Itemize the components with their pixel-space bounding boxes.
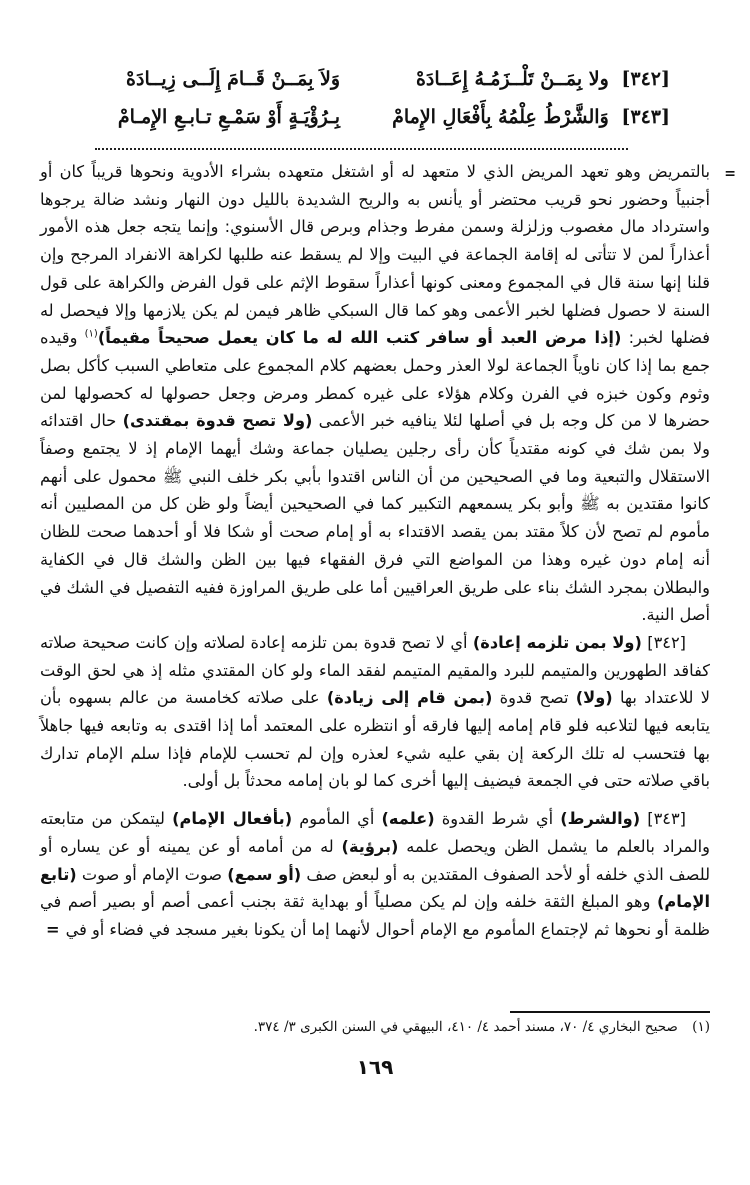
matn-quote: (تابع الإمام) [40, 864, 710, 912]
matn-quote: (ولا تصح قدوة بمقتدى) [122, 411, 313, 431]
commentary-body [40, 158, 710, 944]
dotted-separator [95, 148, 628, 150]
commentary-paragraph [40, 805, 710, 944]
commentary-text: ليتمكن من متابعته والمراد بالعلم ما يشمل الظن ويحصل علمه [40, 809, 710, 856]
commentary-text: أي شرط القدوة [434, 809, 561, 829]
matn-quote: (أو سمع) [227, 864, 302, 884]
hadith-quote: (إذا مرض العبد أو سافر كتب الله له ما كان يعمل صحيحاً مقيماً) [97, 328, 622, 348]
verse-line [70, 98, 670, 136]
footnote-separator [510, 1011, 710, 1013]
footnote-text: صحيح البخاري ٤/ ٧٠، مسند أحمد ٤/ ٤١٠، البيهقي في السنن الكبرى ٣/ ٣٧٤. [253, 1019, 678, 1035]
commentary-text: أي المأموم [292, 809, 382, 829]
verse-ref-number: [٣٤٢] [647, 632, 686, 652]
matn-quote: (بأفعال الإمام) [172, 809, 293, 829]
commentary-text: وقيده جمع بما إذا كان ناوياً الجماعة لولا العذر وحمل بعضهم كلام المجموع على متعاطي السبب كأكل بصل وثوم وكون خبزه في الفرن وكلام هؤلاء على غيره كمطر ومرض وجعل حصولها له كحصولها لمن حضرها لا من كل وجه بل في أصلها لئلا ينافيه خبر الأعمى [40, 328, 710, 431]
verse-line [70, 60, 670, 98]
footnote-number: (١) [692, 1019, 710, 1035]
commentary-text: وهو المبلغ الثقة خلفه وإن لم يكن مصلياً أو بهداية ثقة بجنب أعمى أصم أو بصير أصم في ظلمة أو نحوها ثم لإجتماع المأموم مع الإمام أحوال لأنهما إما أن يكونا بغير مسجد في فضاء أو في [40, 892, 710, 939]
verse-number: [٣٤٣] [621, 106, 670, 128]
commentary-text: أي لا تصح قدوة بمن تلزمه إعادة لصلاته وإن كانت صحيحة صلاته كفاقد الطهورين والمتيمم للبرد والمقيم المتيمم لفقد الماء ولو كان المقتدي مثله إذ هي لحق الوقت لا للاعتداد بها [40, 632, 710, 708]
matn-quote: (برؤية) [341, 836, 399, 856]
commentary-paragraph [40, 158, 710, 629]
second-hemistich: بِـرُؤْيَـةٍ أَوْ سَمْـعِ تـابـعِ الإِمـامْ [117, 106, 340, 128]
matn-quote: (بمن قام إلى زيادة) [326, 688, 493, 708]
footnote-reference[interactable]: (١) [84, 328, 98, 340]
commentary-text: حال اقتدائه ولا بمن شك في كونه مقتدياً كأن رأى رجلين يصليان جماعة وشك أيهما الإمام إذ لا يجتمع وصفاً الاستقلال والتبعية وما في الصحيحين من أن الناس اقتدوا بأبي بكر خلف النبي ﷺ محمول على أنهم كانوا مقتدين به ﷺ وأبو بكر يسمعهم التكبير كما في الصحيحين أيضاً ولو ظن كل من المصليين أنه مأموم لم تصح لأن كلاً مقتد بمن يقصد الاقتداء به أو إمام صحت أو شكا فلا أو أحدهما صحت للظان أنه إمام دون غيره وهذا من المواضع التي فرق الفقهاء فيها بين الظن والشك قال في الكفاية والبطلان بمجرد الشك بناء على طريق العراقيين أما على طريق المراوزة ففيه التفصيل في الشك في أصل النية. [40, 411, 710, 625]
commentary-text: تصح قدوة [492, 688, 576, 708]
matn-quote: (علمه) [381, 809, 435, 829]
verse-number: [٣٤٢] [621, 68, 670, 90]
commentary-text: صوت الإمام أو صوت [76, 864, 228, 884]
verse-ref-number: [٣٤٣] [647, 809, 686, 829]
first-hemistich-text: ولا بِمَــنْ تَلْــزَمُـهُ إِعَــادَهْ [415, 68, 609, 90]
footnotes [40, 1016, 710, 1038]
continuation-mark-end: = [46, 919, 60, 939]
matn-quote: (والشرط) [560, 809, 641, 829]
second-hemistich: وَلاَ بِمَــنْ قَــامَ إِلَــى زِيــادَهْ [126, 68, 340, 90]
first-hemistich [380, 106, 670, 128]
first-hemistich-text: وَالشَّرْطُ عِلْمُهُ بِأَفْعَالِ الإِمامْ [392, 106, 609, 128]
first-hemistich [380, 68, 670, 90]
continuation-mark-start: = [724, 166, 736, 182]
commentary-text: على صلاته كخامسة من عالم بسهوه بأن يتابعه فيها لتلاعبه فلو قام إمامه إليها فارقه أو انتظره على المعتمد أما إذا اقتدى به وتابعه فيها جاهلاً بها فتحسب له تلك الركعة إن بقي عليه شيء لعذره وإن لم تحسب للإمام فإذا سلم الإمام تدارك باقي صلاته حتى في الجمعة فيضيف إليها أخرى كما لو بان إمامه محدثاً بل أولى. [40, 688, 710, 791]
commentary-paragraph [40, 629, 710, 795]
footnote-item [40, 1016, 710, 1038]
commentary-text: بالتمريض وهو تعهد المريض الذي لا متعهد له أو اشتغل متعهده بشراء الأدوية ونحوها قريباً كان أو أجنبياً وحضور نحو قريب محتضر أو يأنس به والريح الشديدة بالليل دون النهار ونشد ضالة يرجوها واسترداد مال مغصوب وزلزلة وسمن مفرط وجذام وبرص قال الأسنوي: وإنما يتجه جعل هذه الأمور أعذاراً لمن لا تتأتى له إقامة الجماعة في البيت وإلا لم يسقط عنه طلبها لكراهة الانفراد المرجح وإن قلنا إنها سنة قال في المجموع ومعنى كونها أعذاراً سقوط الإثم على قول الفرض والكراهة على قول السنة لا حصول فضلها لخبر الأعمى وهو كما قال السبكي ظاهر فيمن لم يكن يلازمها وإلا فيحصل له فضلها لخبر: [40, 162, 710, 348]
verse-block [70, 60, 670, 136]
matn-quote: (ولا) [575, 688, 613, 708]
matn-quote: (ولا بمن تلزمه إعادة) [472, 632, 642, 652]
page-number: ١٦٩ [356, 1055, 394, 1079]
commentary-text: له من أمامه أو عن يمينه أو عن يساره أو للصف الذي خلفه أو لأحد الصفوف المقتدين به أو لبعض صف [40, 836, 710, 884]
